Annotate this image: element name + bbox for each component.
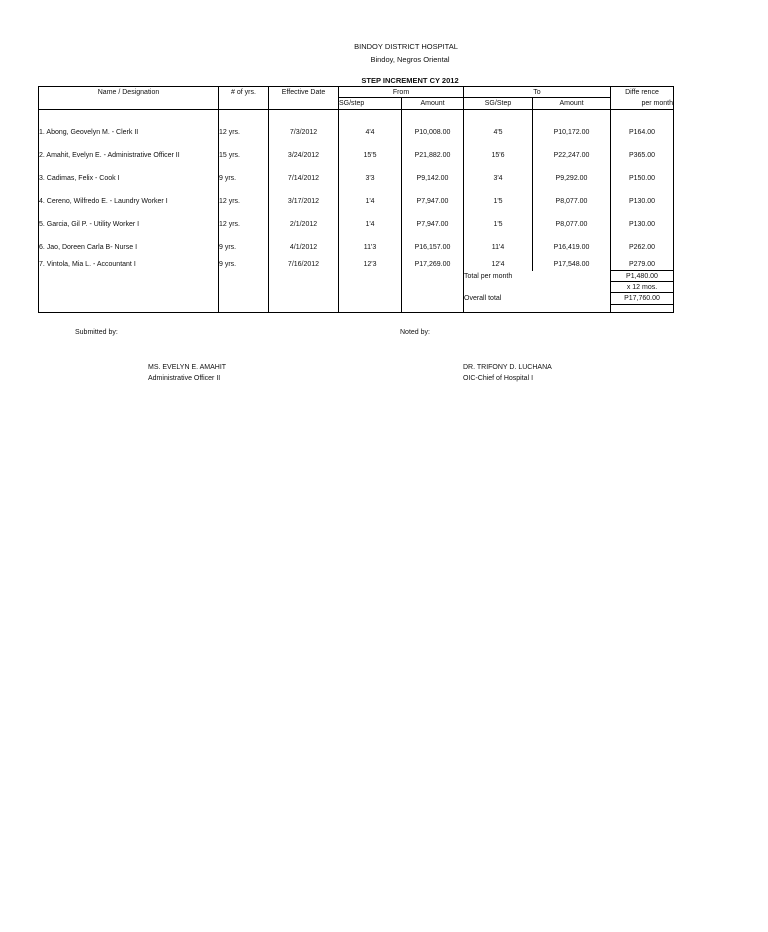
from-amount: P7,947.00 [402, 213, 464, 236]
to-sgstep: 1'5 [464, 213, 533, 236]
employee-name: 4. Cereno, Wilfredo E. - Laundry Worker I [39, 190, 219, 213]
col-header-difference: Diffe rence [611, 87, 674, 98]
noted-by-name: DR. TRIFONY D. LUCHANA [463, 364, 552, 371]
col-header-to: To [464, 87, 611, 98]
to-amount: P17,548.00 [533, 259, 611, 271]
table-row [39, 144, 674, 167]
to-amount: P10,172.00 [533, 121, 611, 144]
increment-title: STEP INCREMENT CY 2012 [361, 76, 459, 85]
overall-total-label: Overall total [464, 295, 502, 302]
noted-by-title: OIC-Chief of Hospital I [463, 375, 534, 382]
overall-total-value: P17,760.00 [611, 293, 674, 305]
from-sgstep: 4'4 [339, 121, 402, 144]
col-header-from-sgstep: SG/step [339, 98, 402, 110]
col-header-from-amount: Amount [402, 98, 464, 110]
years-of-service: 9 yrs. [219, 167, 269, 190]
col-header-to-sgstep: SG/Step [464, 98, 533, 110]
col-header-name: Name / Designation [39, 87, 219, 98]
years-of-service: 12 yrs. [219, 190, 269, 213]
to-sgstep: 3'4 [464, 167, 533, 190]
table-row [39, 259, 674, 271]
employee-name: 5. Garcia, Gil P. - Utility Worker I [39, 213, 219, 236]
submitted-by-label: Submitted by: [75, 329, 118, 336]
table-row [39, 167, 674, 190]
from-amount: P7,947.00 [402, 190, 464, 213]
table-row [39, 236, 674, 259]
years-of-service: 15 yrs. [219, 144, 269, 167]
from-sgstep: 11'3 [339, 236, 402, 259]
difference: P150.00 [611, 167, 674, 190]
col-header-from: From [339, 87, 464, 98]
from-amount: P16,157.00 [402, 236, 464, 259]
col-header-to-amount: Amount [533, 98, 611, 110]
to-sgstep: 4'5 [464, 121, 533, 144]
submitted-by-name: MS. EVELYN E. AMAHIT [148, 364, 227, 371]
employee-name: 7. Vintola, Mia L. - Accountant I [39, 259, 219, 271]
from-sgstep: 15'5 [339, 144, 402, 167]
from-amount: P17,269.00 [402, 259, 464, 271]
effective-date: 7/16/2012 [269, 259, 339, 271]
to-sgstep: 1'5 [464, 190, 533, 213]
from-amount: P9,142.00 [402, 167, 464, 190]
submitted-by-title: Administrative Officer II [148, 375, 221, 382]
difference: P365.00 [611, 144, 674, 167]
effective-date: 4/1/2012 [269, 236, 339, 259]
difference: P262.00 [611, 236, 674, 259]
difference: P130.00 [611, 213, 674, 236]
from-sgstep: 12'3 [339, 259, 402, 271]
to-amount: P9,292.00 [533, 167, 611, 190]
effective-date: 2/1/2012 [269, 213, 339, 236]
to-amount: P8,077.00 [533, 190, 611, 213]
difference: P279.00 [611, 259, 674, 271]
to-sgstep: 15'6 [464, 144, 533, 167]
from-sgstep: 1'4 [339, 190, 402, 213]
from-amount: P21,882.00 [402, 144, 464, 167]
from-amount: P10,008.00 [402, 121, 464, 144]
to-amount: P22,247.00 [533, 144, 611, 167]
difference: P164.00 [611, 121, 674, 144]
total-per-month-value: P1,480.00 [611, 271, 674, 282]
col-header-per-month: per month [611, 98, 674, 110]
effective-date: 7/14/2012 [269, 167, 339, 190]
years-of-service: 9 yrs. [219, 236, 269, 259]
col-header-years: # of yrs. [219, 87, 269, 98]
hospital-location: Bindoy, Negros Oriental [370, 55, 450, 64]
years-of-service: 12 yrs. [219, 213, 269, 236]
years-of-service: 9 yrs. [219, 259, 269, 271]
effective-date: 3/24/2012 [269, 144, 339, 167]
to-amount: P16,419.00 [533, 236, 611, 259]
to-sgstep: 11'4 [464, 236, 533, 259]
col-header-effective-date: Effective Date [269, 87, 339, 98]
employee-name: 6. Jao, Doreen Carla B- Nurse I [39, 236, 219, 259]
table-row [39, 213, 674, 236]
table-row [39, 121, 674, 144]
from-sgstep: 3'3 [339, 167, 402, 190]
employee-name: 3. Cadimas, Felix - Cook I [39, 167, 219, 190]
table-row [39, 190, 674, 213]
employee-name: 1. Abong, Geovelyn M. - Clerk II [39, 121, 219, 144]
months-multiplier: x 12 mos. [611, 282, 674, 293]
hospital-name: BINDOY DISTRICT HOSPITAL [354, 42, 458, 51]
effective-date: 7/3/2012 [269, 121, 339, 144]
to-amount: P8,077.00 [533, 213, 611, 236]
to-sgstep: 12'4 [464, 259, 533, 271]
employee-name: 2. Amahit, Evelyn E. - Administrative Officer II [39, 144, 219, 167]
effective-date: 3/17/2012 [269, 190, 339, 213]
total-per-month-label: Total per month [464, 272, 513, 280]
step-increment-table [38, 86, 674, 313]
difference: P130.00 [611, 190, 674, 213]
noted-by-label: Noted by: [400, 329, 430, 336]
years-of-service: 12 yrs. [219, 121, 269, 144]
from-sgstep: 1'4 [339, 213, 402, 236]
